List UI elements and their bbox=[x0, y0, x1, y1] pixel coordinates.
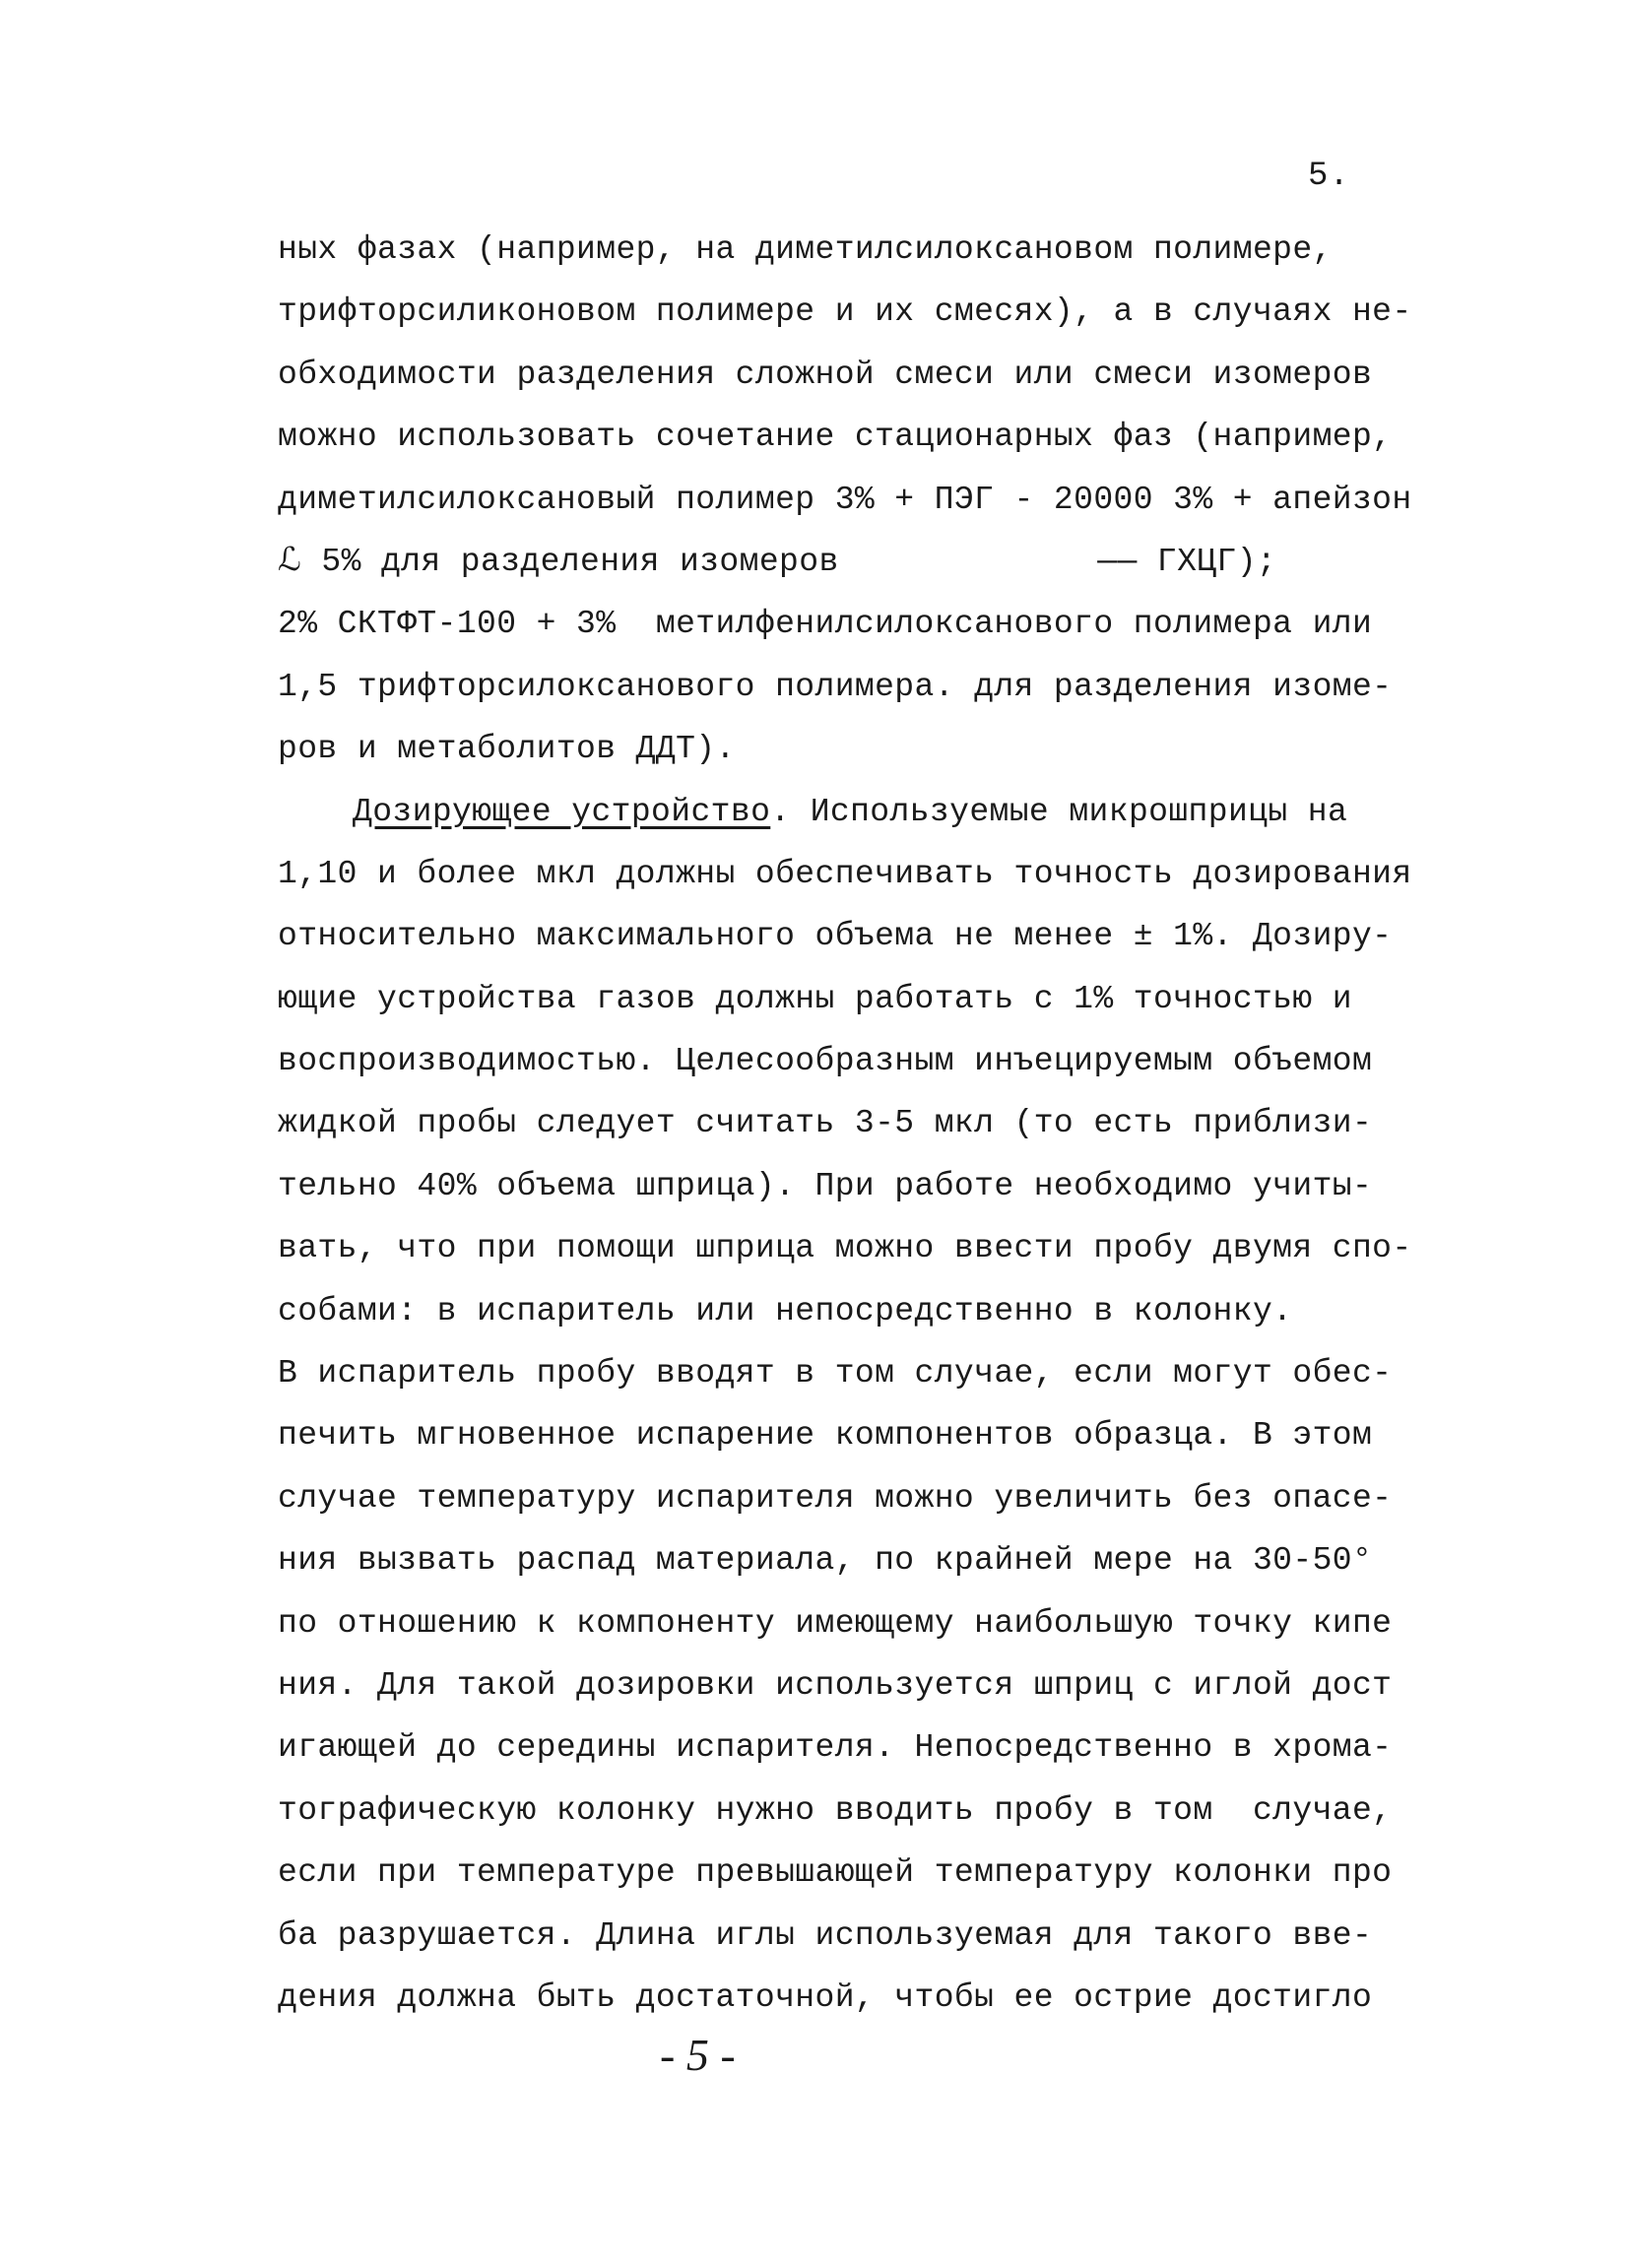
text-line: ющие устройства газов должны работать с 1% точностью и bbox=[278, 980, 1352, 1017]
text-line: обходимости разделения сложной смеси или смеси изомеров bbox=[278, 356, 1373, 393]
text-line: по отношению к компоненту имеющему наибольшую точку кипе bbox=[278, 1604, 1393, 1642]
text-line: ния вызвать распад материала, по крайней мере на 30-50° bbox=[278, 1542, 1373, 1580]
text-line: ℒ 5% для разделения изомеров —— ГХЦГ); bbox=[278, 543, 1277, 580]
document-body bbox=[278, 219, 1410, 2029]
text-line: печить мгновенное испарение компонентов образца. В этом bbox=[278, 1417, 1373, 1455]
text-line: относительно максимального объема не менее ± 1%. Дозиру- bbox=[278, 918, 1393, 955]
text-line: вать, что при помощи шприца можно ввести пробу двумя спо- bbox=[278, 1230, 1412, 1267]
paragraph-start-line bbox=[278, 781, 1410, 843]
text-line: если при температуре превышающей температуру колонки про bbox=[278, 1854, 1393, 1892]
text-line: случае температуру испарителя можно увеличить без опасе- bbox=[278, 1479, 1393, 1517]
text-line: собами: в испаритель или непосредственно в колонку. bbox=[278, 1292, 1293, 1329]
text-line: игающей до середины испарителя. Непосредственно в хрома- bbox=[278, 1729, 1393, 1767]
text-line: диметилсилоксановый полимер 3% + ПЭГ - 20000 3% + апейзон bbox=[278, 481, 1412, 518]
text-line: В испаритель пробу вводят в том случае, если могут обес- bbox=[278, 1355, 1393, 1393]
text-line: 1,10 и более мкл должны обеспечивать точность дозирования bbox=[278, 855, 1412, 892]
text-line: воспроизводимостью. Целесообразным инъецируемым объемом bbox=[278, 1043, 1373, 1080]
text-line: ров и метаболитов ДДТ). bbox=[278, 731, 736, 768]
text-line: можно использовать сочетание стационарных фаз (например, bbox=[278, 419, 1393, 456]
text-line: ния. Для такой дозировки используется шприц с иглой дост bbox=[278, 1666, 1393, 1704]
text-line: тельно 40% объема шприца). При работе необходимо учиты- bbox=[278, 1167, 1373, 1204]
text-line: жидкой пробы следует считать 3-5 мкл (то есть приблизи- bbox=[278, 1105, 1373, 1142]
footer-page-number: - 5 - bbox=[660, 2030, 736, 2080]
text-line: дения должна быть достаточной, чтобы ее острие достигло bbox=[278, 1978, 1373, 2016]
text-line: ных фазах (например, на диметилсилоксановом полимере, bbox=[278, 231, 1333, 268]
paragraph-text: . Используемые микрошприцы на bbox=[770, 793, 1348, 830]
text-line: трифторсиликоновом полимере и их смесях), а в случаях не- bbox=[278, 293, 1412, 331]
page-number: 5. bbox=[1308, 158, 1350, 195]
text-line: ба разрушается. Длина иглы используемая для такого вве- bbox=[278, 1916, 1373, 1954]
text-line: 2% СКТФТ-100 + 3% метилфенилсилоксанового полимера или bbox=[278, 606, 1373, 643]
text-line: 1,5 трифторсилоксанового полимера. для разделения изоме- bbox=[278, 668, 1393, 705]
section-heading: Дозирующее устройство bbox=[353, 793, 771, 830]
text-line: тографическую колонку нужно вводить пробу в том случае, bbox=[278, 1791, 1393, 1829]
